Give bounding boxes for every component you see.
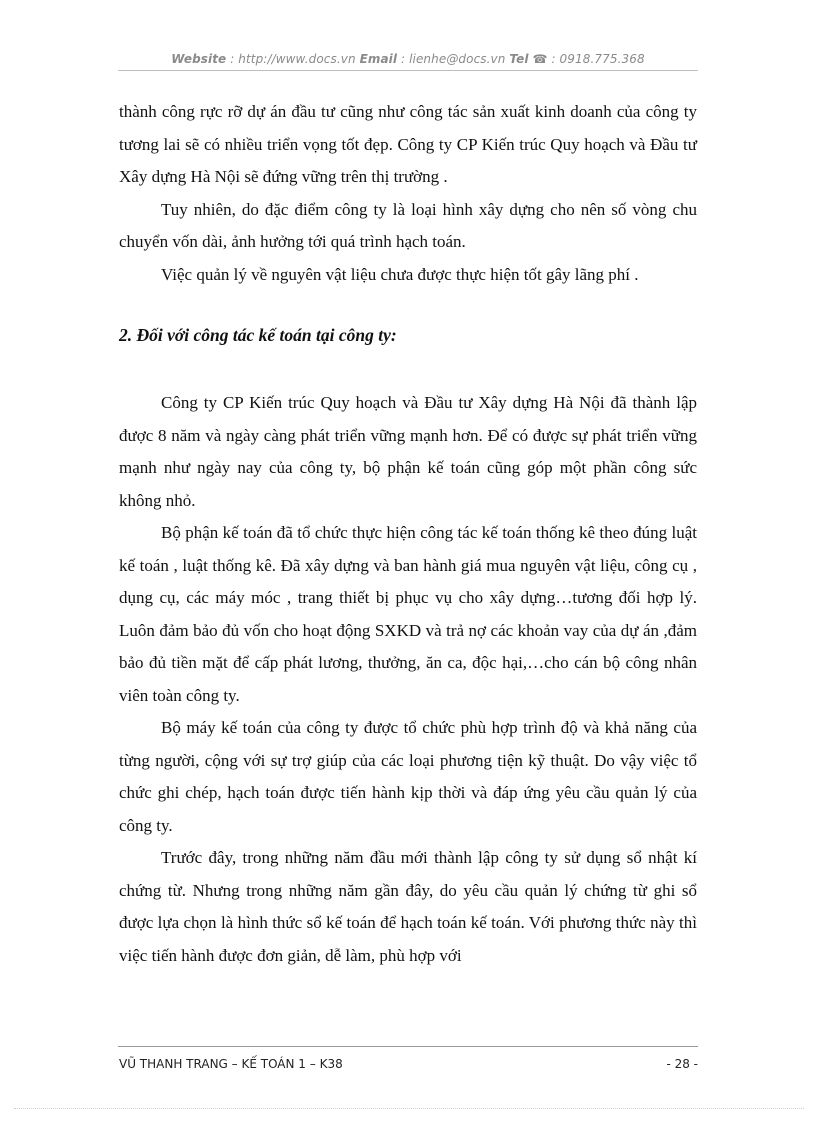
email-value: : lienhe@docs.vn (397, 52, 510, 66)
spacer (119, 351, 697, 387)
footer-author: VŨ THANH TRANG – KẾ TOÁN 1 – K38 (119, 1057, 343, 1071)
phone-icon: ☎ (532, 52, 548, 66)
paragraph-truoc-day: Trước đây, trong những năm đầu mới thành lập công ty sử dụng sổ nhật kí chứng từ. Nhưng trong những năm gần đây, do yêu cầu quản lý chứng từ ghi sổ được lựa chọn là hình thức sổ kế toán để hạch toán kế toán. Với phương thức này thì việc tiến hành được đơn giản, dễ làm, phù hợp với (119, 848, 697, 965)
page-bottom-border (14, 1108, 804, 1109)
footer-divider (118, 1046, 698, 1047)
section-heading: 2. Đối với công tác kế toán tại công ty: (119, 325, 397, 345)
document-body (119, 96, 697, 972)
email-label: Email (359, 52, 398, 66)
paragraph-bo-may-ke-toan: Bộ máy kế toán của công ty được tổ chức phù hợp trình độ và khả năng của từng người, cộng với sự trợ giúp của các loại phương tiện kỹ thuật. Do vậy việc tổ chức ghi chép, hạch toán được tiến hành kịp thời và đáp ứng yêu cầu quản lý của công ty. (119, 718, 697, 835)
tel-value: : 0918.775.368 (547, 52, 645, 66)
website-value: : http://www.docs.vn (226, 52, 360, 66)
spacer (119, 291, 697, 319)
page-number: - 28 - (666, 1057, 698, 1071)
website-label: Website (171, 52, 227, 66)
paragraph-cong-ty-thanh-lap: Công ty CP Kiến trúc Quy hoạch và Đầu tư Xây dựng Hà Nội đã thành lập được 8 năm và ngày càng phát triển vững mạnh hơn. Để có được sự phát triển vững mạnh như ngày nay của công ty, bộ phận kế toán cũng góp một phần công sức không nhỏ. (119, 393, 697, 510)
paragraph-tuy-nhien: Tuy nhiên, do đặc điểm công ty là loại hình xây dựng cho nên số vòng chu chuyển vốn dài, ảnh hưởng tới quá trình hạch toán. (119, 199, 697, 251)
tel-label: Tel (509, 52, 529, 66)
header-divider (118, 70, 698, 71)
paragraph-continuation: thành công rực rỡ dự án đầu tư cũng như công tác sản xuất kinh doanh của công ty tương lai sẽ có nhiều triển vọng tốt đẹp. Công ty CP Kiến trúc Quy hoạch và Đầu tư Xây dựng Hà Nội sẽ đứng vững trên thị trường . (119, 102, 697, 186)
page-header (0, 52, 816, 66)
paragraph-quan-ly-nguyen-vat-lieu: Việc quản lý về nguyên vật liệu chưa được thực hiện tốt gây lãng phí . (161, 264, 639, 284)
paragraph-bo-phan-ke-toan: Bộ phận kế toán đã tổ chức thực hiện công tác kế toán thống kê theo đúng luật kế toán , luật thống kê. Đã xây dựng và ban hành giá mua nguyên vật liệu, công cụ , dụng cụ, các máy móc , trang thiết bị phục vụ cho xây dựng…tương đối hợp lý. Luôn đảm bảo đủ vốn cho hoạt động SXKD và trả nợ các khoản vay của dự án ,đảm bảo đủ tiền mặt để cấp phát lương, thưởng, ăn ca, độc hại,…cho cán bộ công nhân viên toàn công ty. (119, 523, 697, 705)
